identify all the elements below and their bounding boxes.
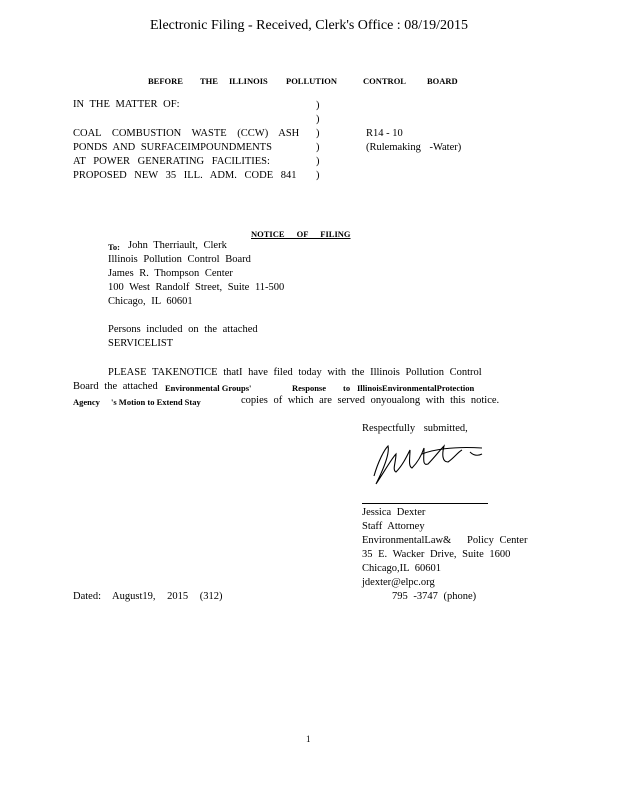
addressee-city: Chicago, IL 60601 xyxy=(108,296,193,307)
signature-line xyxy=(362,503,488,504)
body-line-2-c: Response xyxy=(292,383,327,393)
addressee-name: John Therriault, Clerk xyxy=(128,240,227,251)
respectfully-submitted: Respectfully submitted, xyxy=(362,423,468,434)
signer-org-b: Policy Center xyxy=(467,535,528,546)
caption-line-1: COAL COMBUSTION WASTE (CCW) ASH xyxy=(73,128,300,139)
signature xyxy=(362,432,492,492)
paren-3: ) xyxy=(316,128,320,139)
heading-board: BOARD xyxy=(427,76,458,86)
signer-phone: 795 -3747 (phone) xyxy=(392,591,477,602)
paren-2: ) xyxy=(316,114,320,125)
paren-1: ) xyxy=(316,100,320,111)
addressee-building: James R. Thompson Center xyxy=(108,268,233,279)
in-the-matter: IN THE MATTER OF: xyxy=(73,99,180,110)
signer-email: jdexter@elpc.org xyxy=(362,577,435,588)
signer-city: Chicago,IL 60601 xyxy=(362,563,442,574)
heading-before: BEFORE xyxy=(148,76,183,86)
persons-line-2: SERVICELIST xyxy=(108,338,174,349)
caption-line-2: PONDS AND SURFACEIMPOUNDMENTS xyxy=(73,142,272,153)
heading-illinois: ILLINOIS xyxy=(229,76,268,86)
body-line-2-e: IllinoisEnvironmentalProtection xyxy=(357,383,475,393)
addressee-org: Illinois Pollution Control Board xyxy=(108,254,251,265)
docket-type: (Rulemaking -Water) xyxy=(366,142,462,153)
body-line-2-b: Environmental Groups' xyxy=(165,383,252,393)
paren-4: ) xyxy=(316,142,320,153)
signer-title: Staff Attorney xyxy=(362,521,425,532)
body-line-3-c: copies of which are served onyoualong with this notice. xyxy=(241,395,500,406)
caption-line-4: PROPOSED NEW 35 ILL. ADM. CODE 841 xyxy=(73,170,297,181)
signer-address: 35 E. Wacker Drive, Suite 1600 xyxy=(362,549,511,560)
page-number: 1 xyxy=(306,734,311,744)
paren-5: ) xyxy=(316,156,320,167)
body-line-3-a: Agency xyxy=(73,397,100,407)
paren-6: ) xyxy=(316,170,320,181)
heading-the: THE xyxy=(200,76,218,86)
caption-line-3: AT POWER GENERATING FACILITIES: xyxy=(73,156,270,167)
body-line-1: PLEASE TAKENOTICE thatI have filed today with the Illinois Pollution Control xyxy=(108,367,482,378)
signer-org-a: EnvironmentalLaw& xyxy=(362,535,452,546)
dated-line: Dated: August19, 2015 (312) xyxy=(73,591,223,602)
to-label: To: xyxy=(108,242,120,252)
filing-stamp: Electronic Filing - Received, Clerk's Office : 08/19/2015 xyxy=(150,18,468,33)
heading-control: CONTROL xyxy=(363,76,406,86)
signer-name: Jessica Dexter xyxy=(362,507,426,518)
persons-line-1: Persons included on the attached xyxy=(108,324,258,335)
addressee-street: 100 West Randolf Street, Suite 11-500 xyxy=(108,282,285,293)
body-line-2-d: to xyxy=(343,383,351,393)
docket-number: R14 - 10 xyxy=(366,128,403,139)
body-line-3-b: 's Motion to Extend Stay xyxy=(111,397,201,407)
heading-pollution: POLLUTION xyxy=(286,76,338,86)
notice-title: NOTICE OF FILING xyxy=(251,229,351,239)
body-line-2-a: Board the attached xyxy=(73,381,158,392)
